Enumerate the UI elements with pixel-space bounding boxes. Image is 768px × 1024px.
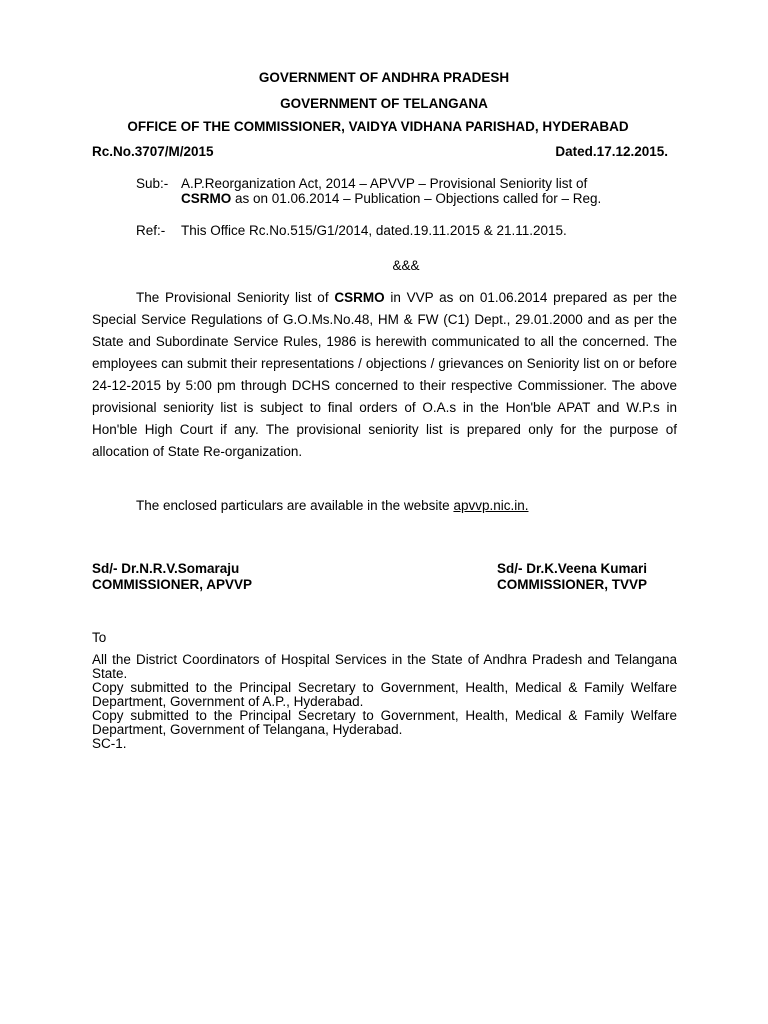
ref-label: Ref:- bbox=[136, 223, 166, 238]
distribution-block bbox=[92, 631, 677, 751]
ref-text: This Office Rc.No.515/G1/2014, dated.19.11.2015 & 21.11.2015. bbox=[181, 223, 567, 238]
distribution-line: All the District Coordinators of Hospital Services in the State of Andhra Pradesh and Telangana State. bbox=[92, 652, 677, 681]
signature-left-title: COMMISSIONER, APVVP bbox=[92, 577, 253, 592]
website-line bbox=[136, 498, 528, 513]
subject-text bbox=[181, 176, 671, 206]
subject-label: Sub:- bbox=[136, 176, 169, 191]
body-bold-word: CSRMO bbox=[334, 290, 385, 305]
body-paragraph bbox=[92, 287, 677, 463]
distribution-line: SC-1. bbox=[92, 736, 127, 751]
subject-bold-word: CSRMO bbox=[181, 191, 232, 206]
distribution-line: Copy submitted to the Principal Secretary to Government, Health, Medical & Family Welfare Department, Government of A.P., Hyderabad. bbox=[92, 680, 677, 709]
reference-date: Dated.17.12.2015. bbox=[555, 144, 668, 159]
reference-number: Rc.No.3707/M/2015 bbox=[92, 144, 214, 159]
separator-mark: &&& bbox=[392, 258, 420, 273]
signature-right-name: Sd/- Dr.K.Veena Kumari bbox=[497, 561, 648, 576]
header-office: OFFICE OF THE COMMISSIONER, VAIDYA VIDHANA PARISHAD, HYDERABAD bbox=[127, 119, 629, 134]
signature-left-name: Sd/- Dr.N.R.V.Somaraju bbox=[92, 561, 240, 576]
website-link[interactable]: apvvp.nic.in. bbox=[453, 498, 529, 513]
subject-text-part2: as on 01.06.2014 – Publication – Objections called for – Reg. bbox=[231, 191, 602, 206]
signature-left bbox=[92, 561, 252, 593]
subject-text-part1: A.P.Reorganization Act, 2014 – APVVP – Provisional Seniority list of bbox=[181, 176, 588, 191]
signature-right bbox=[497, 561, 647, 593]
header-government-telangana: GOVERNMENT OF TELANGANA bbox=[280, 96, 488, 111]
signature-right-title: COMMISSIONER, TVVP bbox=[497, 577, 648, 592]
body-part1: The Provisional Seniority list of bbox=[136, 290, 335, 305]
to-label: To bbox=[92, 630, 107, 645]
header-government-ap: GOVERNMENT OF ANDHRA PRADESH bbox=[258, 70, 510, 85]
website-text: The enclosed particulars are available in the website bbox=[136, 498, 454, 513]
body-part2: in VVP as on 01.06.2014 prepared as per the Special Service Regulations of G.O.Ms.No.48, HM & FW (C1) Dept., 29.01.2000 and as per the State and Subordinate Service Rules, 1986 is herewith communicated to all the concerned. The employees can submit their representations / objections / grievances on Seniority list on or before 24-12-2015 by 5:00 pm through DCHS concerned to their respective Commissioner. The above provisional seniority list is subject to final orders of O.A.s in the Hon'ble APAT and W.P.s in Hon'ble High Court if any. The provisional seniority list is prepared only for the purpose of allocation of State Re-organization. bbox=[92, 290, 678, 459]
distribution-line: Copy submitted to the Principal Secretary to Government, Health, Medical & Family Welfare Department, Government of Telangana, Hyderabad. bbox=[92, 708, 677, 737]
